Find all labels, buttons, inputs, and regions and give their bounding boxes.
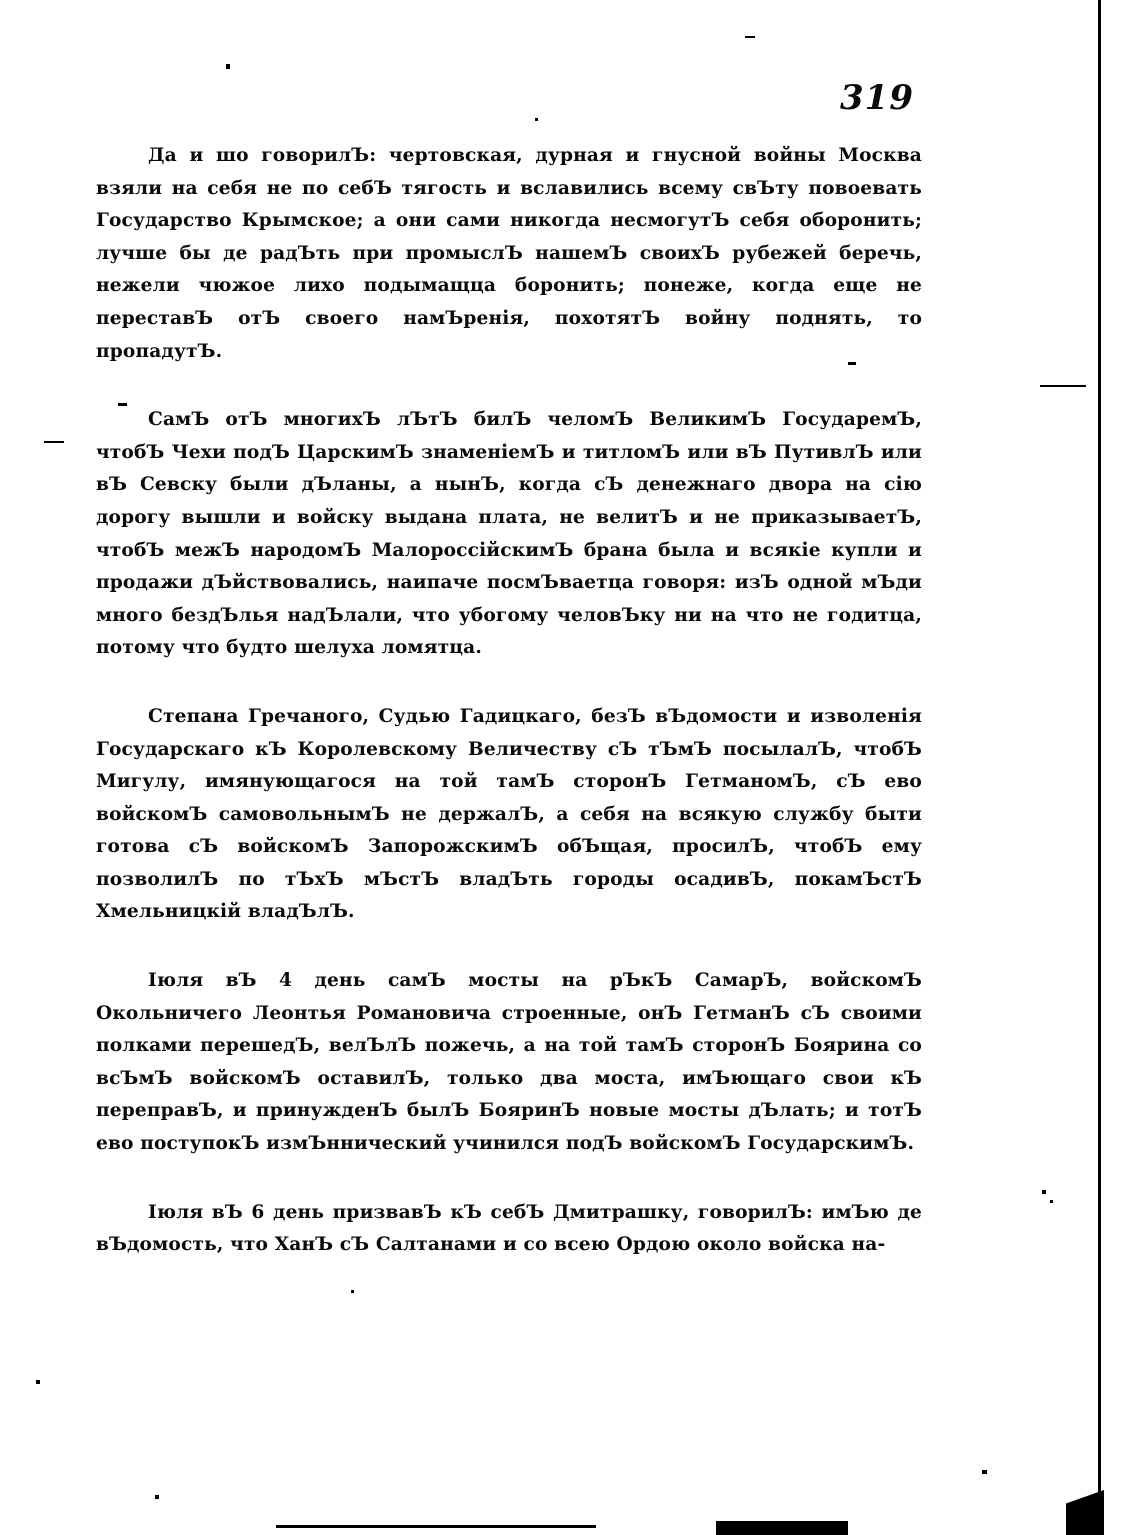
scan-rule: [1040, 385, 1086, 387]
scan-speck: [36, 1380, 40, 1384]
scan-speck: [226, 64, 230, 69]
page-number: 319: [840, 78, 914, 118]
page-edge-line: [1098, 0, 1101, 1535]
paragraph-4: Іюля вЪ 4 день самЪ мосты на рЪкЪ СамарЪ, войскомЪ Окольничего Леонтья Романовича строенные, онЪ ГетманЪ сЪ своими полками перешедЪ, велЪлЪ пожечь, а на той тамЪ сторонЪ Боярина со всЪмЪ войскомЪ оставилЪ, только два моста, имЪющаго свои кЪ переправЪ, и принужденЪ былЪ БояринЪ новые мосты дЪлать; и тотЪ ево поступокЪ измЪннический учинился подЪ войскомЪ ГосударскимЪ.: [96, 970, 922, 1155]
scan-speck: [535, 118, 538, 121]
bottom-rule-right: [716, 1521, 848, 1535]
paragraph-1: Да и шо говорилЪ: чертовская, дурная и гнусной войны Москва взяли на себя не по себЪ тягость и вславились всему свЪту повоевать Государство Крымское; а они сами никогда несмогутЪ себя оборонить; лучше бы де радЪть при промыслЪ нашемЪ своихЪ рубежей беречь, нежели чюжое лихо подымащца боронить; понеже, когда еще не переставЪ отЪ своего намЪренія, похотятЪ войну поднять, то пропадутЪ.: [96, 145, 922, 362]
scan-speck: [118, 403, 127, 406]
paragraph-3: Степана Гречаного, Судью Гадицкаго, безЪ вЪдомости и изволенія Государскаго кЪ Королевскому Величеству сЪ тЪмЪ посылалЪ, чтобЪ Мигулу, имянующагося на той тамЪ сторонЪ ГетманомЪ, сЪ ево войскомЪ самовольнымЪ не держалЪ, а себя на всякую службу быти готова сЪ войскомЪ ЗапорожскимЪ обЪщая, просилЪ, чтобЪ ему позволилЪ по тЪхЪ мЪстЪ владЪть городы осадивЪ, покамЪстЪ Хмельницкій владЪлЪ.: [96, 705, 922, 923]
scan-speck: [982, 1470, 987, 1474]
body-text: [96, 140, 922, 1262]
scan-speck: [745, 36, 755, 38]
scan-speck: [1042, 1190, 1046, 1194]
paragraph-2: СамЪ отЪ многихЪ лЪтЪ билЪ челомЪ ВеликимЪ ГосударемЪ, чтобЪ Чехи подЪ ЦарскимЪ знаменіемЪ и титломЪ или вЪ ПутивлЪ или вЪ Севску были дЪланы, а нынЪ, когда сЪ денежнаго двора на сію дорогу вышли и войску выдана плата, не велитЪ и не приказываетЪ, чтобЪ межЪ народомЪ МалороссійскимЪ брана была и всякіе купли и продажи дЪйствовались, наипаче посмЪваетца говоря: изЪ одной мЪди много бездЪлья надЪлали, что убогому человЪку ни на что не годитца, потому что будто шелуха ломятца.: [96, 409, 922, 659]
scan-speck: [1050, 1200, 1053, 1203]
scan-speck: [44, 441, 64, 443]
scan-speck: [155, 1495, 159, 1499]
paragraph-5: Іюля вЪ 6 день призвавЪ кЪ себЪ Дмитрашку, говорилЪ: имЪю де вЪдомость, что ХанЪ сЪ Салтанами и со всею Ордою около войска на-: [96, 1201, 922, 1256]
bottom-rule-left: [276, 1525, 596, 1528]
bottom-corner-shadow: [1066, 1490, 1104, 1535]
scan-speck: [848, 362, 856, 365]
scan-speck: [351, 1290, 354, 1293]
